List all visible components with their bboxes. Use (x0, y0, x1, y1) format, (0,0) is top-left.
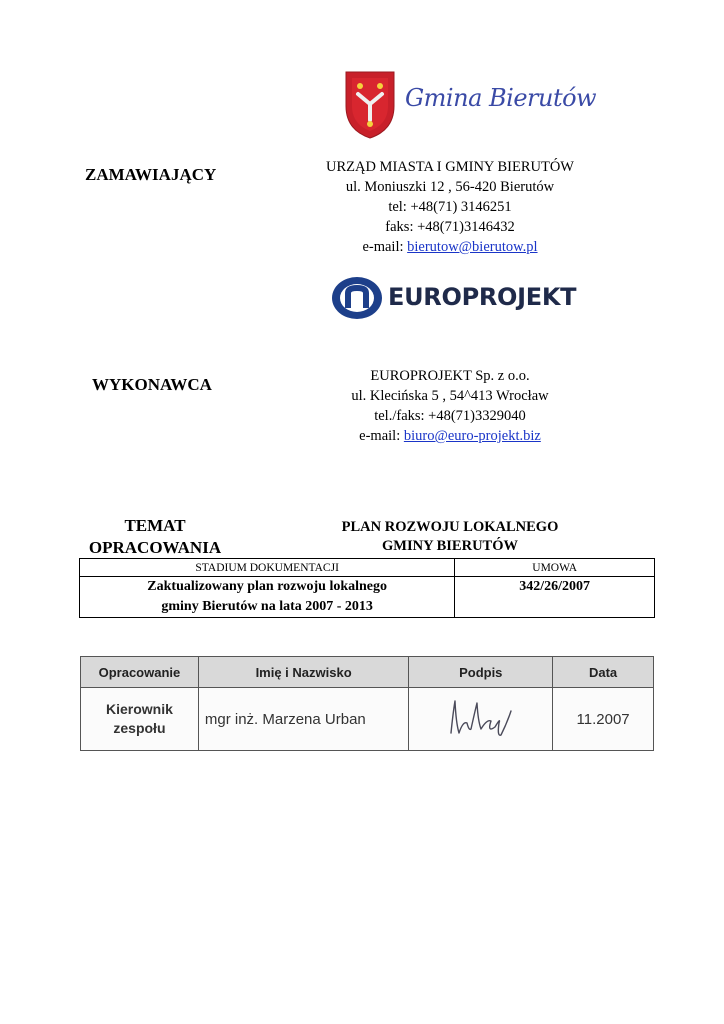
coat-of-arms-icon (340, 66, 400, 142)
signature-table-header (81, 657, 654, 688)
stadium-line1: Zaktualizowany plan rozwoju lokalnego (147, 579, 388, 594)
topic-label-line2: OPRACOWANIA (88, 538, 222, 557)
umowa-cell: 342/26/2007 (455, 577, 655, 618)
contractor-contact (290, 366, 610, 446)
contractor-email-link[interactable]: biuro@euro-projekt.biz (403, 428, 541, 444)
topic-label (80, 515, 230, 559)
topic-title (300, 518, 600, 556)
contractor-label: WYKONAWCA (92, 375, 212, 394)
role-line2: zespołu (113, 720, 166, 736)
client-email-link[interactable]: bierutow@bierutow.pl (407, 239, 538, 255)
europrojekt-logo-text: EUROPROJEKT (388, 283, 577, 311)
header-imie-nazwisko: Imię i Nazwisko (198, 657, 408, 688)
documentation-table-header (80, 559, 655, 577)
table-row (80, 577, 655, 618)
contractor-email-prefix: e-mail: (359, 428, 404, 444)
client-email-line (290, 237, 610, 257)
role-line1: Kierownik (105, 701, 173, 717)
europrojekt-mark-icon (330, 275, 384, 321)
header-stadium: STADIUM DOKUMENTACJI (80, 559, 455, 577)
client-name: URZĄD MIASTA I GMINY BIERUTÓW (325, 159, 574, 175)
handwritten-signature-icon (441, 693, 521, 741)
client-address: ul. Moniuszki 12 , 56-420 Bierutów (345, 179, 555, 195)
contractor-email-line (290, 426, 610, 446)
header-data: Data (553, 657, 654, 688)
stadium-cell (80, 577, 455, 618)
header-umowa: UMOWA (455, 559, 655, 577)
header-podpis: Podpis (409, 657, 553, 688)
topic-label-line1: TEMAT (124, 516, 186, 535)
contractor-name: EUROPROJEKT Sp. z o.o. (370, 368, 530, 384)
contractor-phone: tel./faks: +48(71)3329040 (374, 408, 526, 424)
client-email-prefix: e-mail: (362, 239, 408, 255)
header-opracowanie: Opracowanie (81, 657, 199, 688)
stadium-line2: gminy Bierutów na lata 2007 - 2013 (161, 599, 373, 614)
client-label: ZAMAWIAJĄCY (85, 165, 217, 184)
table-row (81, 688, 654, 751)
signature-table (80, 656, 654, 751)
name-cell: mgr inż. Marzena Urban (198, 688, 408, 751)
client-fax: faks: +48(71)3146432 (385, 219, 515, 235)
signature-cell (409, 688, 553, 751)
topic-title-line2: GMINY BIERUTÓW (381, 538, 518, 554)
client-contact (290, 157, 610, 257)
gmina-logo-text: Gmina Bierutów (405, 84, 597, 112)
topic-title-line1: PLAN ROZWOJU LOKALNEGO (341, 519, 559, 535)
date-cell: 11.2007 (553, 688, 654, 751)
documentation-table (79, 558, 655, 618)
contractor-address: ul. Klecińska 5 , 54^413 Wrocław (351, 388, 549, 404)
client-phone: tel: +48(71) 3146251 (388, 199, 512, 215)
role-cell (81, 688, 199, 751)
